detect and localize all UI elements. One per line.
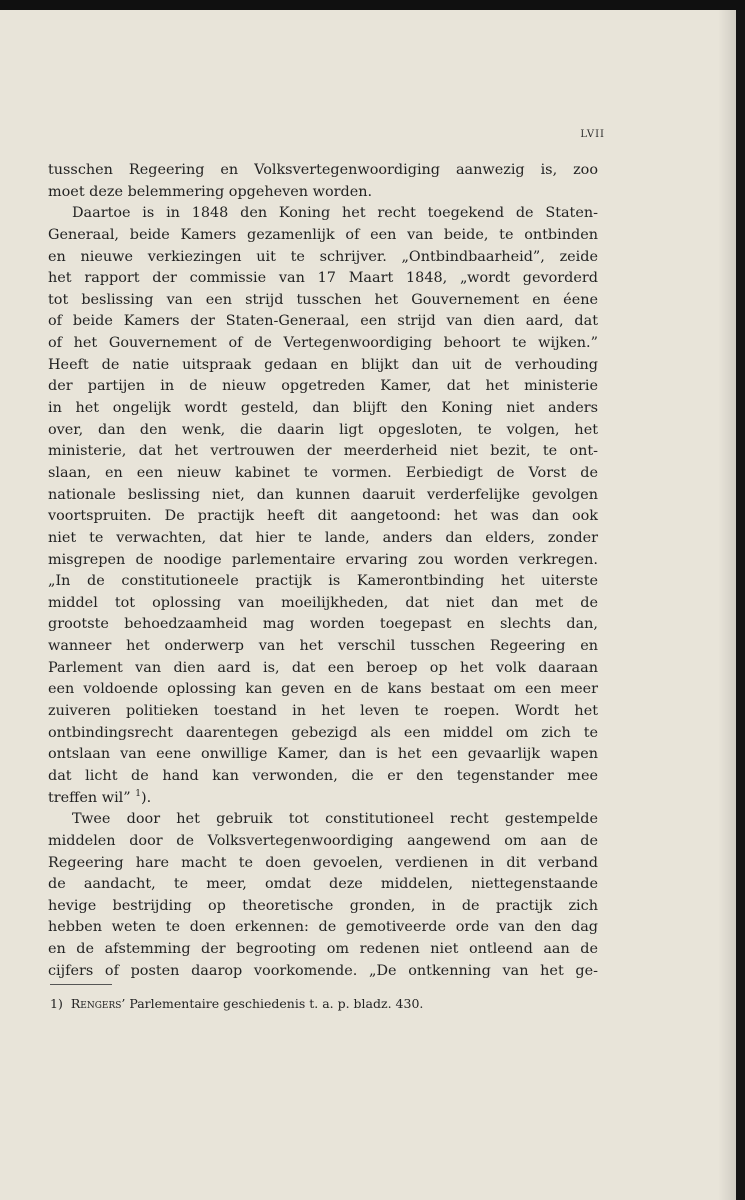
body-text bbox=[48, 160, 598, 982]
text-line: hebben weten te doen erkennen: de gemotiveerde orde van den dag bbox=[48, 919, 598, 936]
text-line: tot beslissing van een strijd tusschen het Gouvernement en éene bbox=[48, 291, 598, 308]
text-line: middel tot oplossing van moeilijkheden, dat niet dan met de bbox=[48, 594, 598, 611]
footnote-author: Rengers bbox=[70, 996, 122, 1011]
text-line: middelen door de Volksvertegenwoordiging aangewend om aan de bbox=[48, 832, 598, 849]
text-line: ontslaan van eene onwillige Kamer, dan is het een gevaarlijk wapen bbox=[48, 746, 598, 763]
text-line: Heeft de natie uitspraak gedaan en blijkt dan uit de verhouding bbox=[48, 356, 598, 373]
text-line: en de afstemming der begrooting om redenen niet ontleend aan de bbox=[48, 941, 598, 958]
text-line: of beide Kamers der Staten-Generaal, een strijd van dien aard, dat bbox=[48, 313, 598, 330]
text-line: nationale beslissing niet, dan kunnen daaruit verderfelijke gevolgen bbox=[48, 486, 598, 503]
text-line: cijfers of posten daarop voorkomende. „De ontkenning van het ge- bbox=[48, 962, 598, 979]
text-line: Generaal, beide Kamers gezamenlijk of een van beide, te ontbinden bbox=[48, 226, 598, 243]
text-line: Parlement van dien aard is, dat een beroep op het volk daaraan bbox=[48, 659, 598, 676]
text-line: het rapport der commissie van 17 Maart 1848, „wordt gevorderd bbox=[48, 270, 598, 287]
text-line: misgrepen de noodige parlementaire ervaring zou worden verkregen. bbox=[48, 551, 598, 568]
text-line: en nieuwe verkiezingen uit te schrijver. „Ontbindbaarheid”, zeide bbox=[48, 248, 598, 265]
footnote-reference-tail: ). bbox=[140, 789, 152, 806]
text-line: slaan, en een nieuw kabinet te vormen. Eerbiedigt de Vorst de bbox=[48, 464, 598, 481]
page-number: LVII bbox=[580, 129, 605, 140]
text-line: over, dan den wenk, die daarin ligt opgesloten, te volgen, het bbox=[48, 421, 598, 438]
text-line: der partijen in de nieuw opgetreden Kamer, dat het ministerie bbox=[48, 378, 598, 395]
text-line: voortspruiten. De practijk heeft dit aangetoond: het was dan ook bbox=[48, 508, 598, 525]
text-line: in het ongelijk wordt gesteld, dan blijft den Koning niet anders bbox=[48, 400, 598, 417]
footnote-text: ’ Parlementaire geschiedenis t. a. p. bladz. 430. bbox=[121, 996, 424, 1011]
text-line: dat licht de hand kan verwonden, die er den tegenstander mee bbox=[48, 767, 598, 784]
quote-end: treffen wil” bbox=[48, 789, 131, 806]
footnote-divider bbox=[50, 984, 112, 985]
text-line: zuiveren politieken toestand in het leven te roepen. Wordt het bbox=[48, 703, 598, 720]
footnote-marker: 1) bbox=[50, 996, 63, 1011]
text-line: moet deze belemmering opgeheven worden. bbox=[48, 183, 373, 200]
text-line: wanneer het onderwerp van het verschil tusschen Regeering en bbox=[48, 638, 598, 655]
text-line: Daartoe is in 1848 den Koning het recht toegekend de Staten- bbox=[72, 205, 598, 222]
text-line bbox=[48, 788, 598, 810]
text-line: „In de constitutioneele practijk is Kamerontbinding het uiterste bbox=[48, 573, 598, 590]
text-line: grootste behoedzaamheid mag worden toegepast en slechts dan, bbox=[48, 616, 598, 633]
text-line: tusschen Regeering en Volksvertegenwoordiging aanwezig is, zoo bbox=[48, 162, 598, 178]
text-line: ontbindingsrecht daarentegen gebezigd als een middel om zich te bbox=[48, 724, 598, 741]
text-line: ministerie, dat het vertrouwen der meerderheid niet bezit, te ont- bbox=[48, 443, 598, 460]
text-line: hevige bestrijding op theoretische gronden, in de practijk zich bbox=[48, 897, 598, 914]
footnote bbox=[50, 996, 423, 1011]
text-line: of het Gouvernement of de Vertegenwoordiging behoort te wijken.” bbox=[48, 335, 598, 352]
footnote-reference[interactable]: 1 bbox=[135, 788, 141, 799]
text-line: niet te verwachten, dat hier te lande, anders dan elders, zonder bbox=[48, 529, 598, 546]
text-line: Twee door het gebruik tot constitutioneel recht gestempelde bbox=[72, 811, 598, 828]
text-line: een voldoende oplossing kan geven en de kans bestaat om een meer bbox=[48, 681, 598, 698]
scan-right-border bbox=[736, 10, 745, 1200]
text-line: Regeering hare macht te doen gevoelen, verdienen in dit verband bbox=[48, 854, 598, 871]
page-gutter-shadow bbox=[718, 10, 736, 1200]
scan-top-border bbox=[0, 0, 745, 10]
text-line: de aandacht, te meer, omdat deze middelen, niettegenstaande bbox=[48, 876, 598, 893]
